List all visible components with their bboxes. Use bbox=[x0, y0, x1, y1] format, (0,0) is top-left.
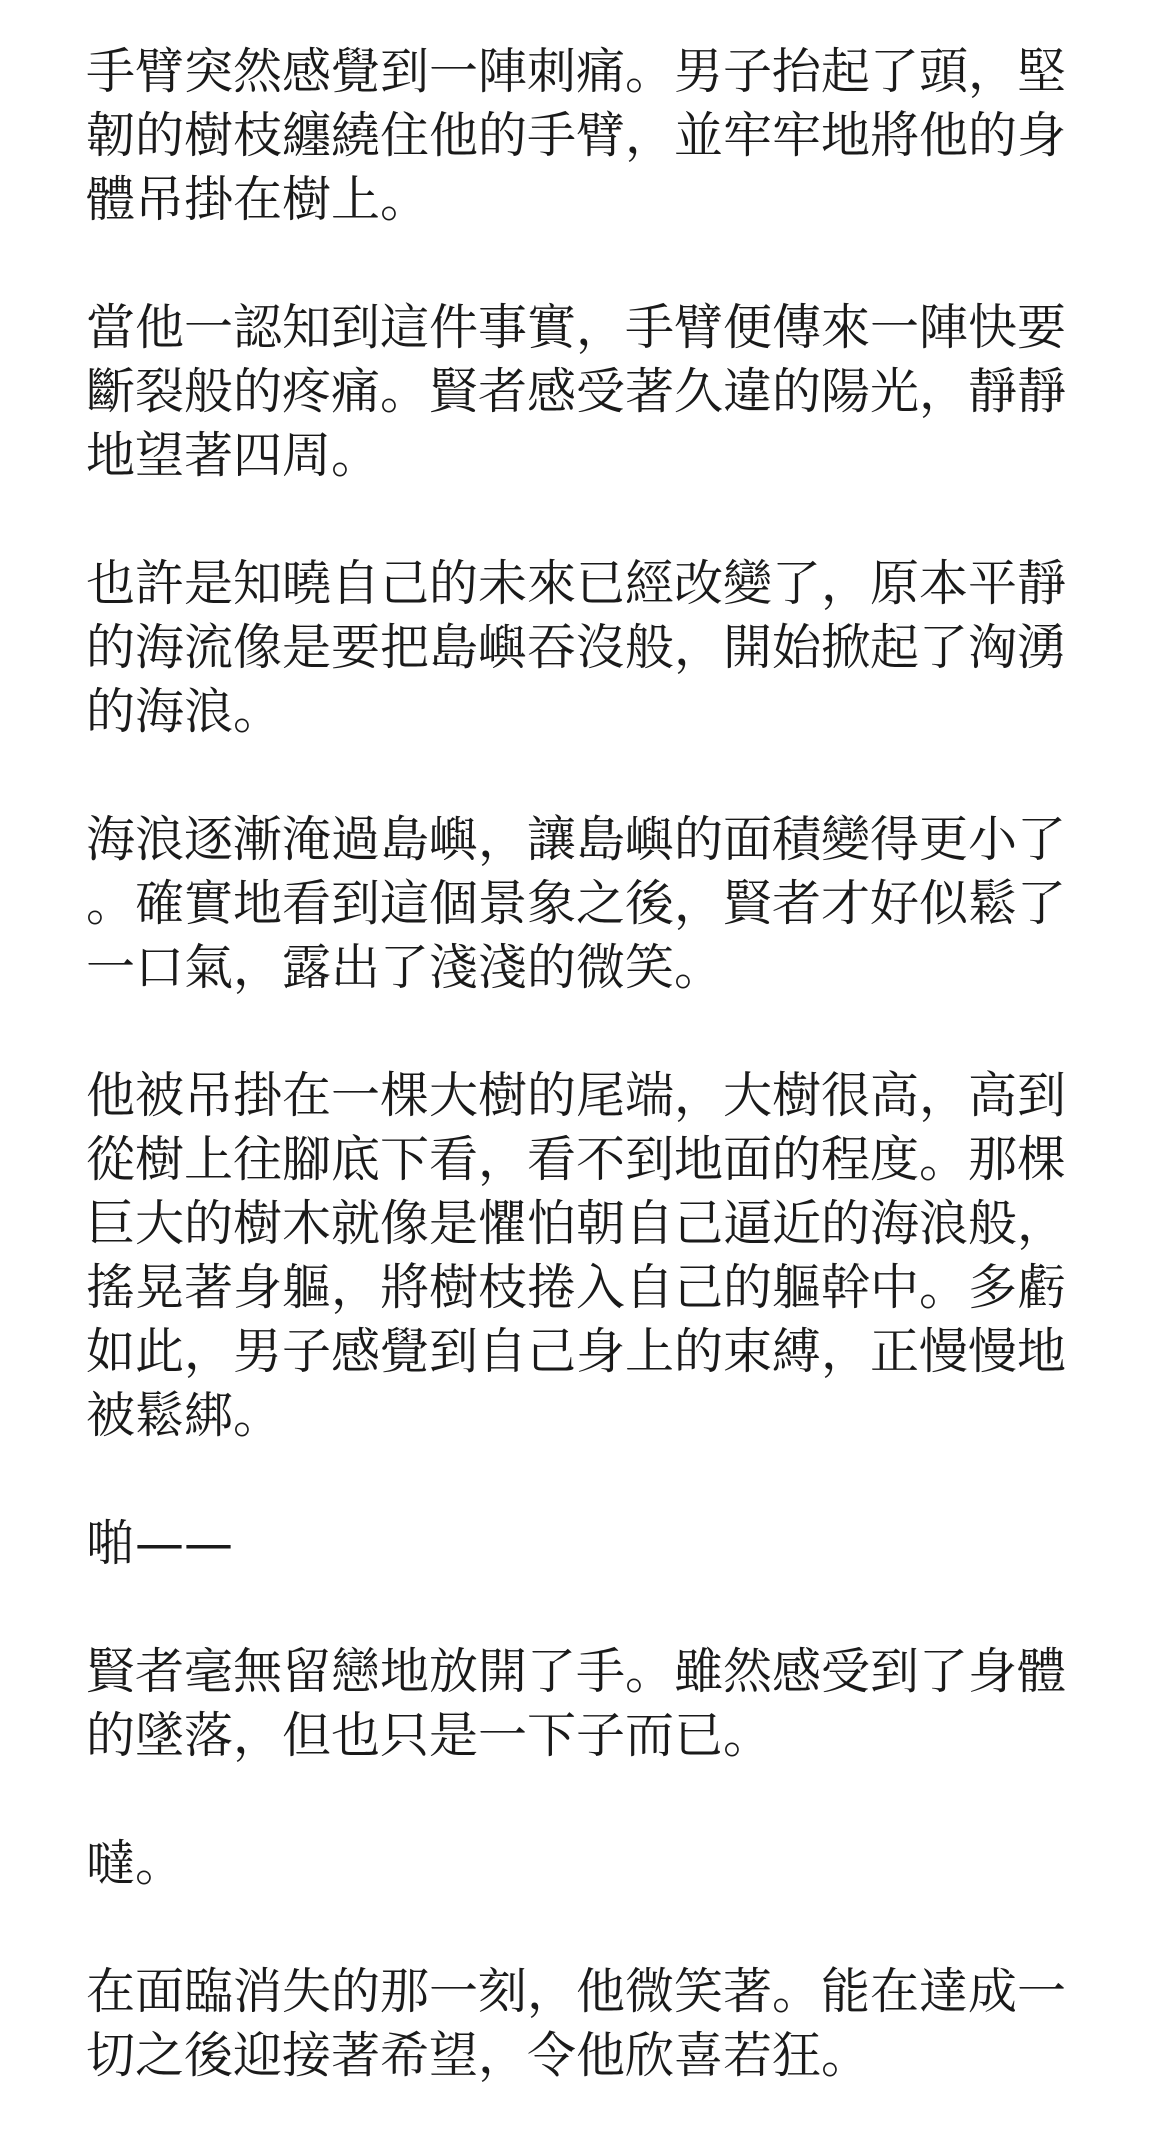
text-line: 他被吊掛在一棵大樹的尾端，大樹很高，高到 bbox=[86, 1067, 1067, 1124]
text-line: 的海浪。 bbox=[86, 683, 283, 740]
text-line: 噠。 bbox=[86, 1835, 185, 1892]
paragraph bbox=[86, 1064, 1086, 1448]
text-line: 巨大的樹木就像是懼怕朝自己逼近的海浪般， bbox=[86, 1195, 1067, 1252]
text-line: 賢者毫無留戀地放開了手。雖然感受到了身體 bbox=[86, 1643, 1067, 1700]
text-line: 手臂突然感覺到一陣刺痛。男子抬起了頭，堅 bbox=[86, 43, 1067, 100]
text-line: 在面臨消失的那一刻，他微笑著。能在達成一 bbox=[86, 1963, 1067, 2020]
text-line: 如此，男子感覺到自己身上的束縛，正慢慢地 bbox=[86, 1323, 1067, 1380]
paragraph bbox=[86, 40, 1086, 232]
text-line: 從樹上往腳底下看，看不到地面的程度。那棵 bbox=[86, 1131, 1067, 1188]
paragraph bbox=[86, 552, 1086, 744]
text-line: 搖晃著身軀，將樹枝捲入自己的軀幹中。多虧 bbox=[86, 1259, 1067, 1316]
text-line: 體吊掛在樹上。 bbox=[86, 171, 430, 228]
paragraph bbox=[86, 808, 1086, 1000]
text-line: 切之後迎接著希望，令他欣喜若狂。 bbox=[86, 2027, 871, 2084]
paragraph bbox=[86, 1512, 1086, 1576]
text-line: 斷裂般的疼痛。賢者感受著久違的陽光，靜靜 bbox=[86, 363, 1067, 420]
text-line: 。確實地看到這個景象之後，賢者才好似鬆了 bbox=[86, 875, 1067, 932]
story-text bbox=[86, 40, 1086, 2152]
text-line: 韌的樹枝纏繞住他的手臂，並牢牢地將他的身 bbox=[86, 107, 1067, 164]
text-line: 啪—— bbox=[86, 1515, 234, 1572]
paragraph bbox=[86, 1832, 1086, 1896]
text-line: 也許是知曉自己的未來已經改變了，原本平靜 bbox=[86, 555, 1067, 612]
text-line: 的海流像是要把島嶼吞沒般，開始掀起了洶湧 bbox=[86, 619, 1067, 676]
text-line: 被鬆綁。 bbox=[86, 1387, 283, 1444]
paragraph bbox=[86, 1960, 1086, 2088]
text-line: 的墜落，但也只是一下子而已。 bbox=[86, 1707, 773, 1764]
paragraph bbox=[86, 296, 1086, 488]
paragraph bbox=[86, 1640, 1086, 1768]
text-line: 海浪逐漸淹過島嶼，讓島嶼的面積變得更小了 bbox=[86, 811, 1067, 868]
text-line: 當他一認知到這件事實，手臂便傳來一陣快要 bbox=[86, 299, 1067, 356]
text-line: 地望著四周。 bbox=[86, 427, 381, 484]
text-line: 一口氣，露出了淺淺的微笑。 bbox=[86, 939, 724, 996]
